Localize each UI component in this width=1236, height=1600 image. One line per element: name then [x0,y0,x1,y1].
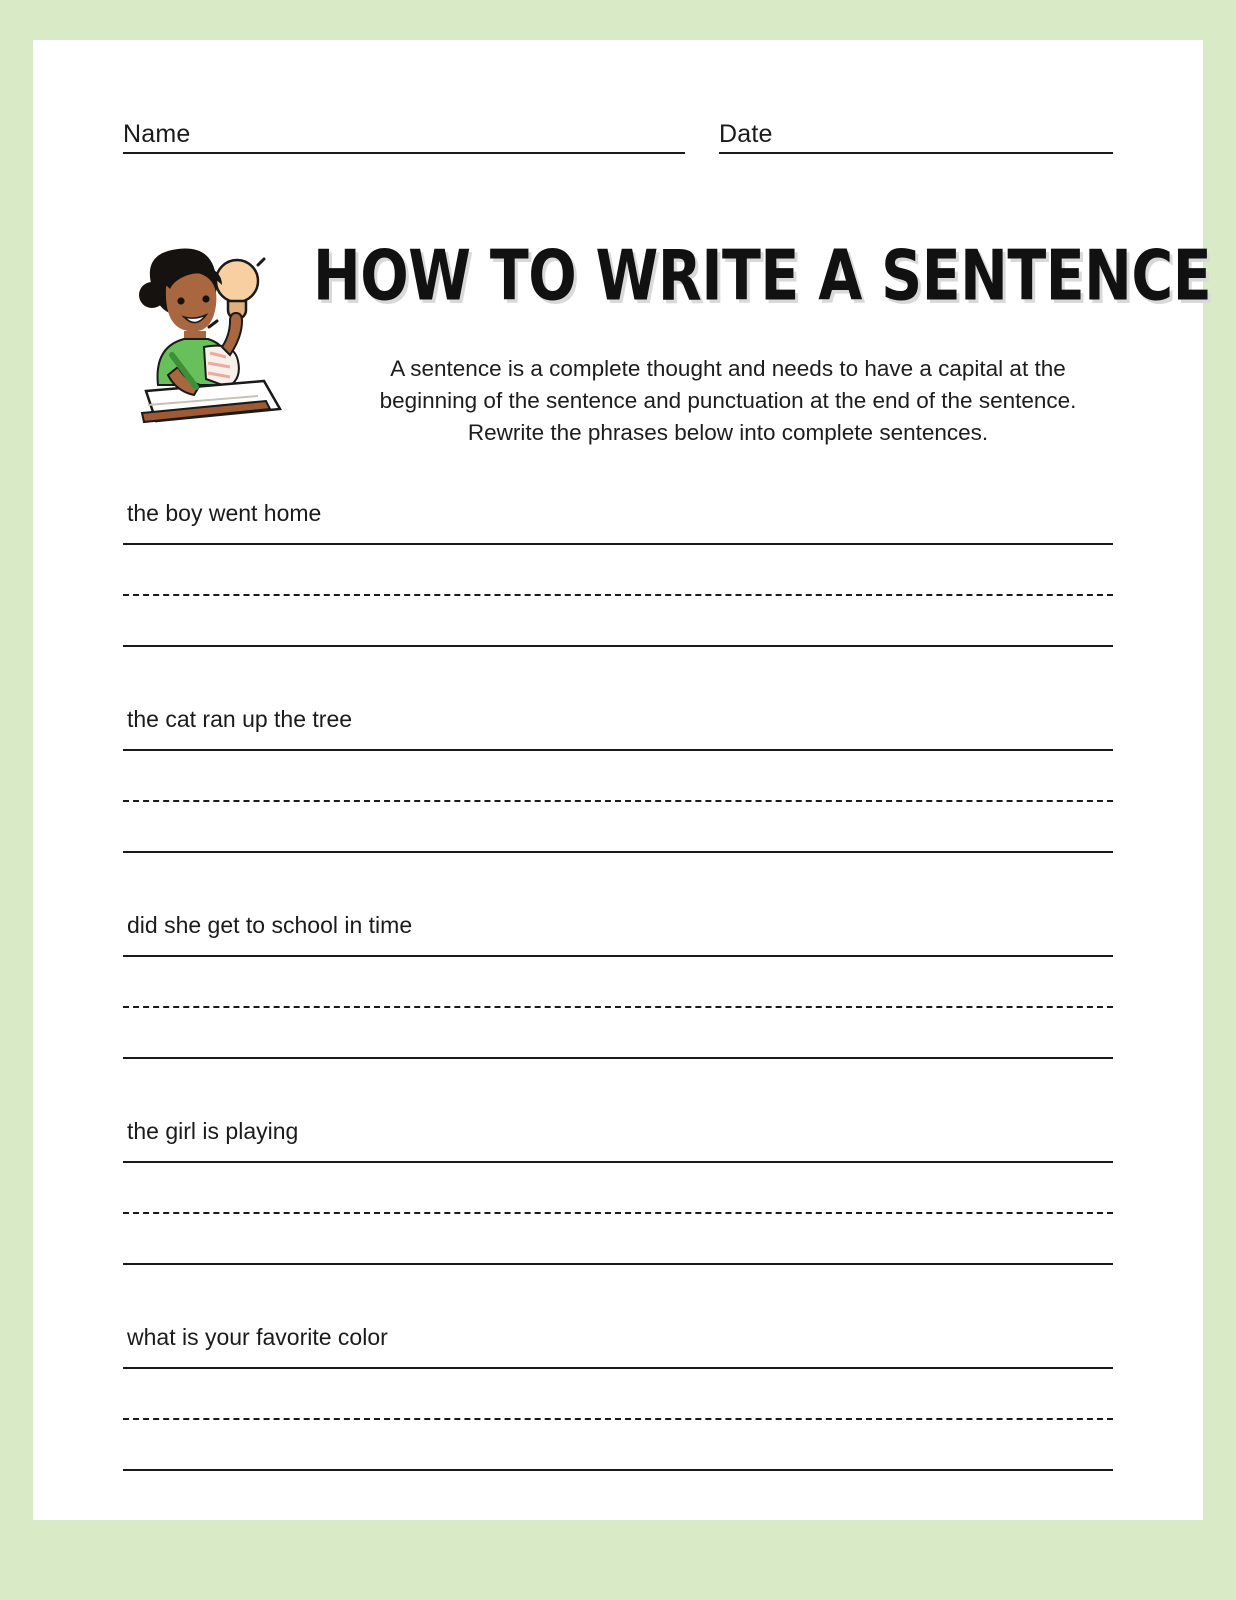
worksheet-header [93,205,1212,445]
handwriting-lines[interactable] [123,1161,1113,1265]
handwriting-line-top [123,543,1113,545]
exercise-prompt: the cat ran up the tree [127,706,353,732]
handwriting-line-dashed [123,1212,1113,1214]
exercise-item [123,686,1113,892]
exercise-prompt: did she get to school in time [127,912,413,938]
girl-writing-with-idea-lightbulb-illustration [118,235,293,430]
handwriting-line-top [123,1161,1113,1163]
date-label: Date [719,120,773,148]
exercise-list [123,480,1113,1510]
handwriting-line-top [123,955,1113,957]
worksheet-page [33,40,1212,1520]
handwriting-line-dashed [123,800,1113,802]
student-info-row [123,112,1113,154]
handwriting-line-bottom [123,1469,1113,1471]
handwriting-line-bottom [123,851,1113,853]
date-field[interactable] [719,112,1113,154]
exercise-prompt: the boy went home [127,500,322,526]
handwriting-line-bottom [123,1263,1113,1265]
handwriting-lines[interactable] [123,749,1113,853]
handwriting-line-dashed [123,1418,1113,1420]
handwriting-lines[interactable] [123,543,1113,647]
exercise-prompt: what is your favorite color [127,1324,388,1350]
exercise-item [123,892,1113,1098]
handwriting-line-dashed [123,594,1113,596]
name-label: Name [123,120,191,148]
handwriting-lines[interactable] [123,955,1113,1059]
handwriting-lines[interactable] [123,1367,1113,1471]
name-field[interactable] [123,112,685,154]
page-title: HOW TO WRITE A SENTENCE [313,236,1212,317]
handwriting-line-dashed [123,1006,1113,1008]
handwriting-line-bottom [123,645,1113,647]
exercise-prompt: the girl is playing [127,1118,299,1144]
handwriting-line-top [123,749,1113,751]
title-block [313,205,1212,471]
exercise-item [123,1098,1113,1304]
handwriting-line-bottom [123,1057,1113,1059]
handwriting-line-top [123,1367,1113,1369]
exercise-item [123,1304,1113,1510]
instructions-text: A sentence is a complete thought and needs to have a capital at the beginning of the sentence and punctuation at the end of the sentence. Rewrite the phrases below into complete sentences. [379,355,1077,445]
exercise-item [123,480,1113,686]
